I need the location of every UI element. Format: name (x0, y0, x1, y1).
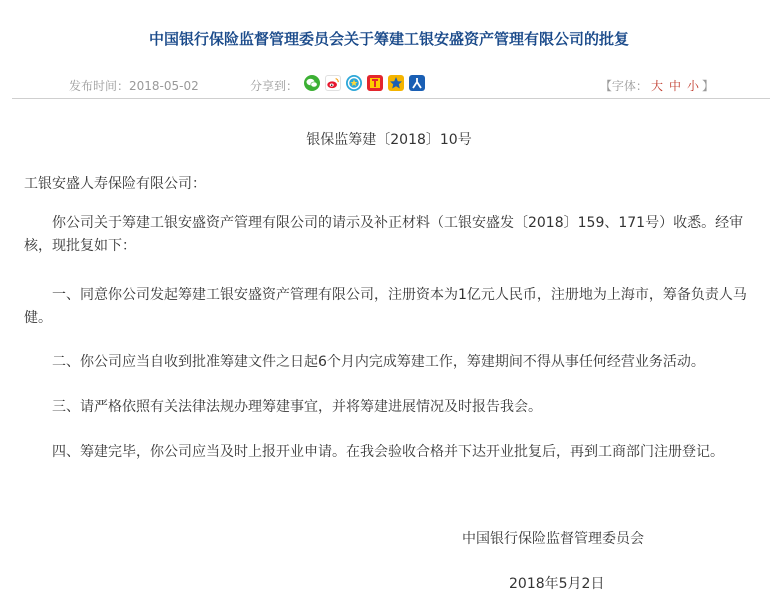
page-title: 中国银行保险监督管理委员会关于筹建工银安盛资产管理有限公司的批复 (148, 30, 629, 48)
signature-org: 中国银行保险监督管理委员会 (462, 531, 644, 547)
font-size-close: 】 (701, 79, 714, 93)
publish-date (69, 77, 199, 94)
paragraph-item-3: 三、请严格依照有关法律法规办理筹建事宜，并将筹建进展情况及时报告我会。 (52, 399, 542, 415)
publish-date-label: 发布时间： (69, 79, 130, 93)
share-label: 分享到： (250, 79, 299, 93)
weibo-icon[interactable] (325, 75, 341, 91)
font-size-control (600, 77, 714, 94)
document-number: 银保监筹建〔2018〕10号 (306, 132, 472, 148)
meta-bar (12, 72, 772, 98)
star-icon[interactable] (388, 75, 404, 91)
publish-date-value: 2018-05-02 (129, 79, 199, 93)
paragraph-intro: 你公司关于筹建工银安盛资产管理有限公司的请示及补正材料（工银安盛发〔2018〕159、171号）收悉。经审核，现批复如下： (24, 215, 744, 254)
paragraph-item-1: 一、同意你公司发起筹建工银安盛资产管理有限公司，注册资本为1亿元人民币，注册地为上海市，筹备负责人马健。 (24, 287, 747, 326)
recipient: 工银安盛人寿保险有限公司： (24, 176, 206, 192)
renren-icon[interactable] (409, 75, 425, 91)
paragraph-item-2: 二、你公司应当自收到批准筹建文件之日起6个月内完成筹建工作，筹建期间不得从事任何经营业务活动。 (52, 354, 705, 370)
share-icons (304, 75, 425, 93)
divider (12, 98, 770, 99)
qzone-icon[interactable] (346, 75, 362, 91)
font-size-medium-button[interactable]: 中 (668, 79, 681, 93)
font-size-label: 【字体： (599, 79, 648, 93)
wechat-icon[interactable] (304, 75, 320, 91)
signature-date: 2018年5月2日 (509, 576, 605, 592)
tieba-icon[interactable] (367, 75, 383, 91)
font-size-large-button[interactable]: 大 (650, 79, 663, 93)
font-size-small-button[interactable]: 小 (686, 79, 699, 93)
paragraph-item-4: 四、筹建完毕，你公司应当及时上报开业申请。在我会验收合格并下达开业批复后，再到工商部门注册登记。 (52, 444, 724, 460)
